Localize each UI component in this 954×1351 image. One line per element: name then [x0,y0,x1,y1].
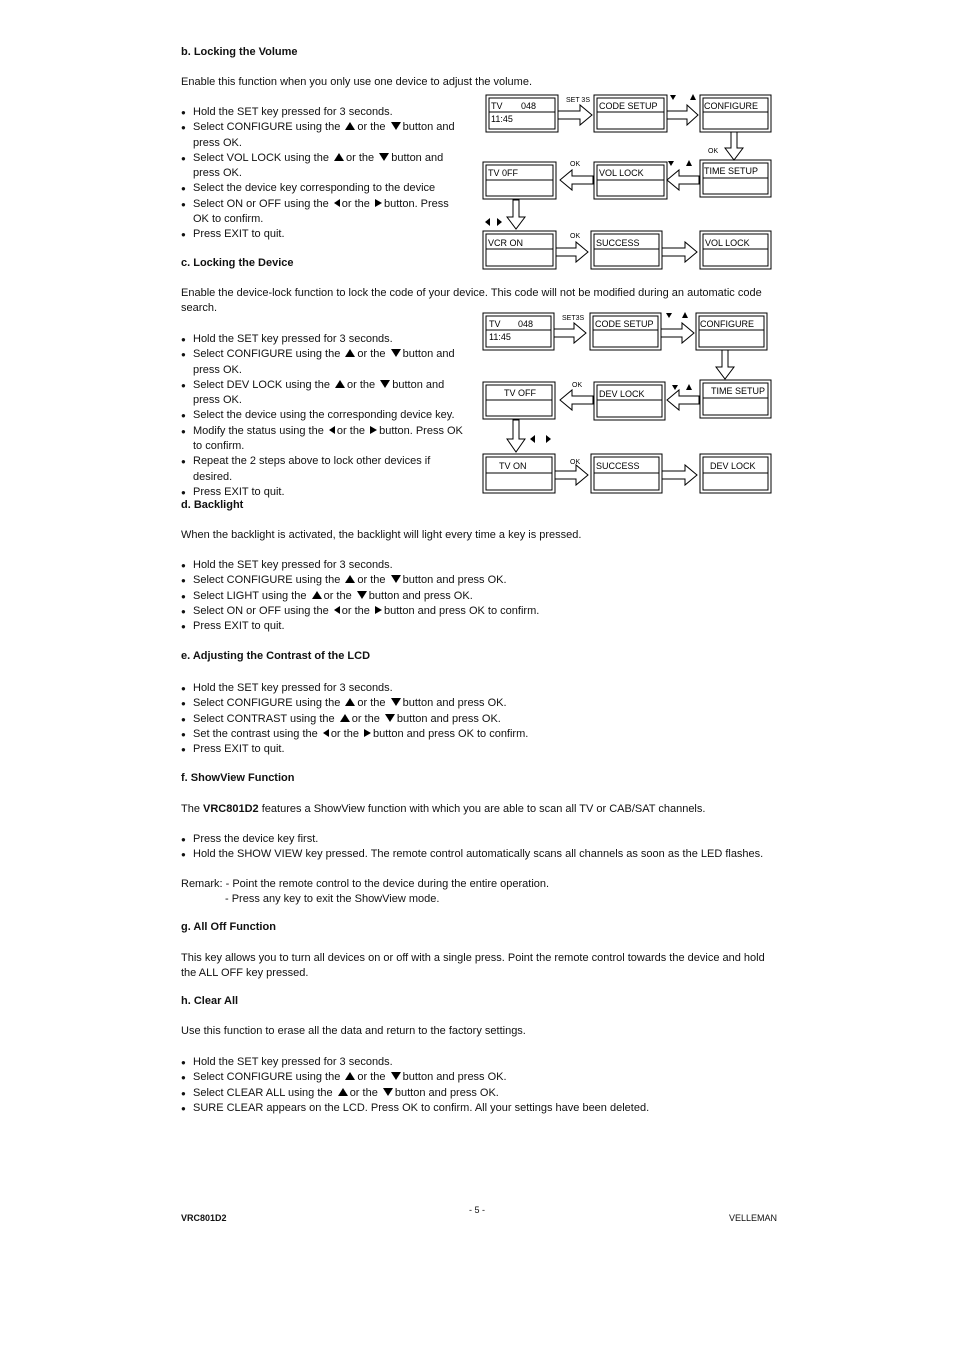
footer-model: VRC801D2 [181,1213,227,1223]
device-lock-diagram [480,308,775,498]
section-title-device-lock: c. Locking the Device [181,257,294,269]
section-title-backlight: d. Backlight [181,499,244,511]
down-arrow-icon [357,591,367,599]
list-item: ● Press EXIT to quit. [181,227,466,242]
volume-lock-diagram [480,90,775,275]
svg-text:048: 048 [521,101,537,111]
list-item: ● Select CONTRAST using the or the button and press OK. [181,712,771,727]
left-arrow-icon [323,729,329,737]
list-item: ● Select VOL LOCK using the or the button and press OK. [181,151,466,182]
svg-text:DEV LOCK: DEV LOCK [710,461,756,471]
list-item: ● Select the device using the corresponding device key. [181,408,466,423]
down-arrow-icon [391,698,401,706]
right-arrow-icon [375,606,382,614]
svg-text:TV ON: TV ON [499,461,527,471]
svg-text:SET 3S: SET 3S [566,97,590,104]
svg-text:CODE SETUP: CODE SETUP [595,319,654,329]
right-arrow-icon [364,729,371,737]
section-intro: This key allows you to turn all devices on or off with a single press. Point the remote control towards the device and hold the ALL OFF key pressed. [181,952,765,979]
list-item: ● Repeat the 2 steps above to lock other devices if desired. [181,454,466,485]
down-arrow-icon [391,575,401,583]
footer-page-number: - 5 - [469,1205,486,1215]
down-arrow-icon [379,153,389,161]
section-title-contrast: e. Adjusting the Contrast of the LCD [181,650,371,662]
bullet-list [181,832,771,863]
svg-text:VOL LOCK: VOL LOCK [705,238,750,248]
up-arrow-icon [345,698,355,706]
svg-text:VCR ON: VCR ON [488,238,524,248]
svg-text:OK: OK [572,382,583,389]
list-item: ● Press EXIT to quit. [181,485,466,500]
up-arrow-icon [340,714,350,722]
svg-text:TV OFF: TV OFF [504,388,536,398]
svg-text:048: 048 [518,319,534,329]
svg-text:SUCCESS: SUCCESS [596,238,640,248]
list-item: ● Set the contrast using the or the button and press OK to confirm. [181,727,771,742]
svg-text:VOL LOCK: VOL LOCK [599,168,644,178]
svg-text:SET3S: SET3S [562,315,585,322]
svg-text:CONFIGURE: CONFIGURE [700,319,754,329]
list-item: ● Hold the SET key pressed for 3 seconds. [181,105,466,120]
up-arrow-icon [338,1088,348,1096]
up-arrow-icon [335,380,345,388]
list-item: ● Select DEV LOCK using the or the button and press OK. [181,378,466,409]
svg-text:OK: OK [570,459,581,466]
list-item: ● Select CONFIGURE using the or the button and press OK. [181,1070,771,1085]
list-item: ● Select ON or OFF using the or the button and press OK to confirm. [181,604,771,619]
list-item: ● Hold the SET key pressed for 3 seconds. [181,332,466,347]
svg-text:CONFIGURE: CONFIGURE [704,101,758,111]
list-item: ● Hold the SET key pressed for 3 seconds. [181,681,771,696]
section-title-clear-all: h. Clear All [181,995,239,1007]
left-arrow-icon [329,426,335,434]
bullet-list [181,681,771,757]
up-arrow-icon [334,153,344,161]
remark-line: - Press any key to exit the ShowView mode. [225,893,440,905]
list-item: ● Select CONFIGURE using the or the button and press OK. [181,120,466,151]
section-title-all-off: g. All Off Function [181,921,276,933]
svg-text:TV: TV [489,319,501,329]
section-intro: The VRC801D2 features a ShowView function with which you are able to scan all TV or CAB/SAT channels. [181,803,706,815]
right-arrow-icon [370,426,377,434]
list-item: ● Select ON or OFF using the or the button. Press OK to confirm. [181,197,466,228]
down-arrow-icon [383,1088,393,1096]
down-arrow-icon [380,380,390,388]
section-title-volume-lock: b. Locking the Volume [181,46,298,58]
up-arrow-icon [345,349,355,357]
section-intro: Enable the device-lock function to lock the code of your device. This code will not be modified during an automatic code search. [181,287,762,314]
right-arrow-icon [375,199,382,207]
svg-text:TIME SETUP: TIME SETUP [704,166,759,176]
svg-text:OK: OK [570,161,581,168]
svg-text:DEV LOCK: DEV LOCK [599,389,645,399]
svg-text:TV: TV [491,101,503,111]
list-item: ● SURE CLEAR appears on the LCD. Press OK to confirm. All your settings have been deleted. [181,1101,771,1116]
bullet-list [181,1055,771,1116]
list-item: ● Hold the SHOW VIEW key pressed. The remote control automatically scans all channels as soon as the LED flashes. [181,847,771,862]
down-arrow-icon [391,122,401,130]
svg-text:11:45: 11:45 [491,114,513,124]
svg-text:CODE SETUP: CODE SETUP [599,101,658,111]
list-item: ● Select CLEAR ALL using the or the button and press OK. [181,1086,771,1101]
list-item: ● Hold the SET key pressed for 3 seconds. [181,558,771,573]
list-item: ● Select the device key corresponding to the device [181,181,466,196]
bullet-list [181,332,466,500]
left-arrow-icon [334,199,340,207]
list-item: ● Hold the SET key pressed for 3 seconds. [181,1055,771,1070]
bullet-list [181,558,771,634]
up-arrow-icon [312,591,322,599]
svg-text:SUCCESS: SUCCESS [596,461,640,471]
list-item: ● Modify the status using the or the button. Press OK to confirm. [181,424,466,455]
section-intro: Use this function to erase all the data and return to the factory settings. [181,1025,526,1037]
svg-text:OK: OK [570,233,581,240]
remark-line: Remark: - Point the remote control to the device during the entire operation. [181,878,550,890]
section-intro: Enable this function when you only use one device to adjust the volume. [181,76,533,88]
bullet-list [181,105,466,243]
down-arrow-icon [385,714,395,722]
svg-text:OK: OK [708,148,719,155]
list-item: ● Select LIGHT using the or the button and press OK. [181,589,771,604]
left-arrow-icon [334,606,340,614]
list-item: ● Select CONFIGURE using the or the button and press OK. [181,573,771,588]
list-item: ● Press the device key first. [181,832,771,847]
up-arrow-icon [345,1072,355,1080]
svg-text:11:45: 11:45 [489,332,511,342]
up-arrow-icon [345,575,355,583]
list-item: ● Select CONFIGURE using the or the button and press OK. [181,347,466,378]
section-title-showview: f. ShowView Function [181,772,295,784]
list-item: ● Select CONFIGURE using the or the button and press OK. [181,696,771,711]
up-arrow-icon [345,122,355,130]
footer-brand: VELLEMAN [729,1213,778,1223]
section-intro: When the backlight is activated, the backlight will light every time a key is pressed. [181,529,582,541]
svg-text:TV 0FF: TV 0FF [488,168,519,178]
svg-text:TIME SETUP: TIME SETUP [711,386,766,396]
list-item: ● Press EXIT to quit. [181,619,771,634]
list-item: ● Press EXIT to quit. [181,742,771,757]
down-arrow-icon [391,349,401,357]
down-arrow-icon [391,1072,401,1080]
